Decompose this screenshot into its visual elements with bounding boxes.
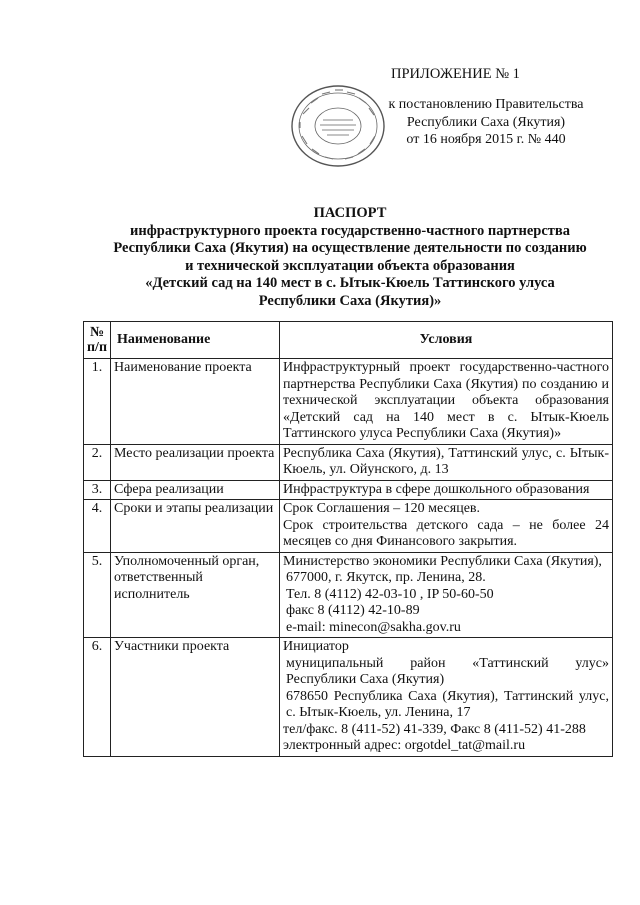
decree-line: к постановлению Правительства xyxy=(388,97,584,112)
header-conditions: Условия xyxy=(280,322,613,359)
title-line: и технической эксплуатации объекта образования xyxy=(185,257,515,274)
decree-line: Республики Саха (Якутия) xyxy=(406,114,566,130)
row-name: Место реализации проекта xyxy=(111,444,280,480)
row-number: 6. xyxy=(84,638,111,757)
condition-line: Инициатор xyxy=(283,639,349,654)
row-number: 2. xyxy=(84,444,111,480)
title-line: инфраструктурного проекта государственно-частного партнерства xyxy=(130,222,570,239)
condition-line: 677000, г. Якутск, пр. Ленина, 28. xyxy=(286,570,486,585)
condition-line: Инфраструктура в сфере дошкольного образования xyxy=(283,481,590,497)
decree-reference xyxy=(356,96,616,149)
row-name: Участники проекта xyxy=(111,638,280,757)
row-conditions xyxy=(280,552,613,638)
condition-line: муниципальный район «Таттинский улус» Республики Саха (Якутия) xyxy=(286,655,609,687)
condition-line: Министерство экономики Республики Саха (Якутия), xyxy=(283,553,602,569)
row-conditions xyxy=(280,480,613,500)
title-line: ПАСПОРТ xyxy=(313,205,387,221)
row-number: 1. xyxy=(84,359,111,445)
condition-line: Срок Соглашения – 120 месяцев. xyxy=(283,501,481,516)
title-line: «Детский сад на 140 мест в с. Ытык-Кюель Таттинского улуса xyxy=(145,275,555,291)
decree-line: от 16 ноября 2015 г. № 440 xyxy=(406,132,566,147)
condition-line: факс 8 (4112) 42-10-89 xyxy=(286,603,420,618)
condition-line: 678650 Республика Саха (Якутия), Таттинский улус, с. Ытык-Кюель, ул. Ленина, 17 xyxy=(286,688,609,720)
condition-line: тел/факс. 8 (411-52) 41-339, Факс 8 (411-52) 41-288 xyxy=(283,721,586,737)
row-number: 5. xyxy=(84,552,111,638)
table-row xyxy=(84,444,613,480)
condition-line: Республика Саха (Якутия), Таттинский улус, с. Ытык-Кюель, ул. Ойунского, д. 13 xyxy=(283,445,609,477)
table-row xyxy=(84,638,613,757)
table-row xyxy=(84,359,613,445)
table-row xyxy=(84,552,613,638)
title-line: Республики Саха (Якутия)» xyxy=(258,292,442,309)
email-text: электронный адрес: orgotdel_tat@mail.ru xyxy=(283,738,526,753)
row-name: Наименование проекта xyxy=(111,359,280,445)
row-name: Сфера реализации xyxy=(111,480,280,500)
passport-table xyxy=(83,321,613,757)
row-number: 4. xyxy=(84,500,111,553)
row-number: 3. xyxy=(84,480,111,500)
table-row xyxy=(84,480,613,500)
row-conditions xyxy=(280,500,613,553)
title-line: Республики Саха (Якутия) на осуществление деятельности по созданию xyxy=(113,240,587,256)
row-name: Уполномоченный орган, ответственный исполнитель xyxy=(111,552,280,638)
row-conditions xyxy=(280,359,613,445)
email-text: e-mail: minecon@sakha.gov.ru xyxy=(286,619,461,635)
header-name: Наименование xyxy=(111,322,280,359)
appendix-heading: ПРИЛОЖЕНИЕ № 1 xyxy=(391,66,520,82)
row-conditions xyxy=(280,444,613,480)
row-name: Сроки и этапы реализации xyxy=(111,500,280,553)
header-num: № п/п xyxy=(84,322,111,359)
table-row xyxy=(84,500,613,553)
condition-line: Тел. 8 (4112) 42-03-10 , IP 50-60-50 xyxy=(286,586,494,602)
table-header-row xyxy=(84,322,613,359)
row-conditions xyxy=(280,638,613,757)
document-title xyxy=(70,205,630,310)
condition-line: Инфраструктурный проект государственно-частного партнерства Республики Саха (Якутия) по созданию и технической эксплуатации объекта образования «Детский сад на 140 мест в с. Ытык-Кюель Таттинского улуса Республики Саха (Якутия)» xyxy=(283,360,609,441)
condition-line: Срок строительства детского сада – не более 24 месяцев со дня Финансового закрытия. xyxy=(283,517,609,549)
